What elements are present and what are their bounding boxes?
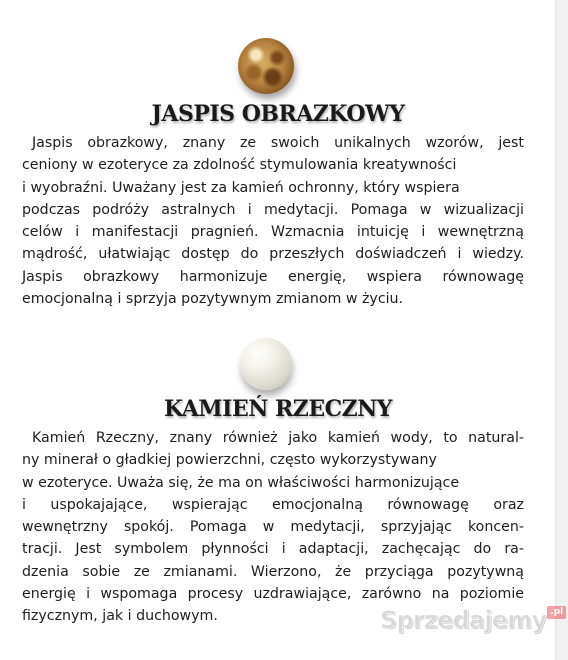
text-line: w ezoteryce. Uważa się, że ma on właściwości harmonizujące	[22, 474, 460, 491]
watermark-text: Sprzedajemy	[380, 606, 547, 634]
watermark-badge: .pl	[547, 606, 566, 619]
section-title-jaspis: JASPIS OBRAZKOWY	[151, 101, 405, 127]
text-line: energię i wspomaga procesy uzdrawiające, zarówno na poziomie	[22, 586, 524, 603]
section-text-kamien-rzeczny	[22, 427, 524, 628]
text-line: tracji. Jest symbolem płynności i adaptacji, zachęcając do ra-	[22, 541, 524, 558]
text-line: mądrość, ułatwiając dostęp do przeszłych doświadczeń i wiedzy.	[22, 246, 524, 263]
section-title-kamien-rzeczny: KAMIEŃ RZECZNY	[164, 396, 392, 422]
text-line: i wyobraźni. Uważany jest za kamień ochronny, który wspiera	[22, 179, 460, 196]
sprzedajemy-watermark	[380, 606, 564, 646]
text-line: wewnętrzny spokój. Pomaga w medytacji, sprzyjając koncen-	[22, 519, 524, 536]
river-stone-icon	[240, 338, 292, 390]
jasper-stone-icon	[238, 38, 294, 94]
text-line: Kamień Rzeczny, znany również jako kamień wody, to natural-	[32, 430, 524, 446]
text-line: ceniony w ezoteryce za zdolność stymulowania kreatywności	[22, 157, 457, 174]
page-edge-strip	[555, 0, 568, 660]
text-line: emocjonalną i sprzyja pozytywnym zmianom w życiu.	[22, 291, 404, 308]
text-line: i uspokajające, wspierając emocjonalną równowagę oraz	[22, 496, 524, 513]
text-line: ny minerał o gładkiej powierzchni, często wykorzystywany	[22, 452, 437, 469]
text-line: Jaspis obrazkowy harmonizuje energię, wspiera równowagę	[22, 268, 524, 285]
text-line: fizycznym, jak i duchowym.	[22, 608, 218, 625]
text-line: celów i manifestacji pragnień. Wzmacnia intuicję i wewnętrzną	[22, 224, 524, 241]
section-text-jaspis	[22, 132, 524, 310]
text-line: dzenia sobie ze zmianami. Wierzono, że przyciąga pozytywną	[22, 563, 524, 580]
text-line: Jaspis obrazkowy, znany ze swoich unikalnych wzorów, jest	[32, 135, 524, 151]
text-line: podczas podróży astralnych i medytacji. Pomaga w wizualizacji	[22, 201, 524, 218]
